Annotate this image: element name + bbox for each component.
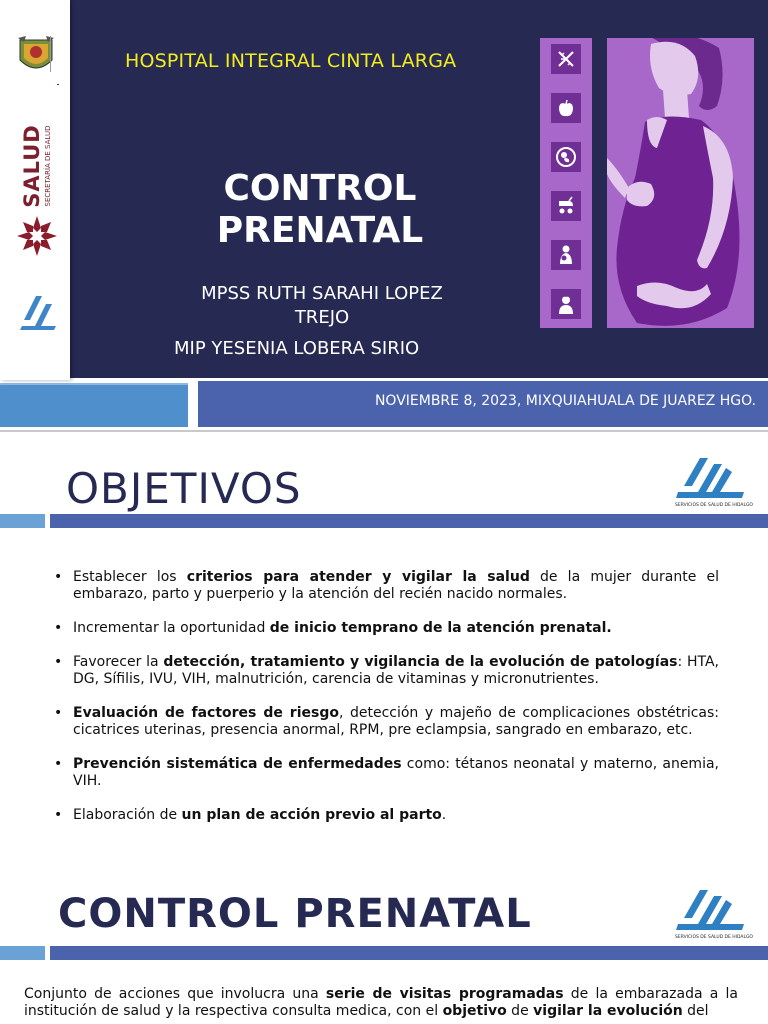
servicios-salud-hidalgo-icon	[20, 290, 60, 338]
servicios-salud-logo	[672, 884, 756, 940]
svg-text:SERVICIOS DE SALUD DE HIDALGO: SERVICIOS DE SALUD DE HIDALGO	[675, 503, 753, 508]
accent-bar-left	[0, 383, 188, 427]
servicios-salud-hidalgo-icon	[672, 452, 756, 508]
salud-logo	[14, 118, 58, 218]
star-flower-icon	[15, 214, 59, 258]
objectives-list	[52, 569, 719, 841]
svg-text:SERVICIOS DE SALUD DE HIDALGO: SERVICIOS DE SALUD DE HIDALGO	[675, 935, 753, 940]
stroller-icon	[551, 191, 581, 221]
presentation-title: CONTROL PRENATAL	[216, 168, 424, 251]
logo-divider	[50, 36, 51, 72]
logo-sidebar	[0, 0, 70, 380]
apple-icon	[551, 93, 581, 123]
title-slide	[0, 0, 768, 432]
accent-bar-left	[0, 946, 45, 960]
accent-bar-right	[50, 946, 768, 960]
list-item: • Prevención sistemática de enfermedades como: tétanos neonatal y materno, anemia, VIH.	[52, 756, 719, 790]
servicios-salud-hidalgo-icon	[672, 884, 756, 940]
slide-title: OBJETIVOS	[66, 464, 302, 513]
objectives-slide	[0, 434, 768, 864]
author-secondary: MIP YESENIA LOBERA SIRIO	[174, 338, 420, 359]
list-item: • Incrementar la oportunidad de inicio temprano de la atención prenatal.	[52, 620, 719, 637]
hospital-name: HOSPITAL INTEGRAL CINTA LARGA	[125, 50, 457, 72]
slide-separator	[0, 430, 768, 432]
breastfeeding-icon	[551, 240, 581, 270]
list-item: • Establecer los criterios para atender y vigilar la salud de la mujer durante el embarazo, parto y puerperio y la atención del recién nacido normales.	[52, 569, 719, 603]
fetus-icon	[551, 142, 581, 172]
divider-line	[57, 84, 59, 85]
state-coat-of-arms-icon	[14, 34, 58, 76]
icon-column	[540, 38, 592, 328]
dna-icon	[551, 44, 581, 74]
list-item: • Elaboración de un plan de acción previo al parto.	[52, 807, 719, 824]
pregnant-woman-illustration	[607, 38, 754, 328]
list-item: • Favorecer la detección, tratamiento y vigilancia de la evolución de patologías: HTA, DG, Sífilis, IVU, VIH, malnutrición, carencia de vitaminas y micronutrientes.	[52, 654, 719, 688]
definition-slide	[0, 864, 768, 1024]
slide-title: CONTROL PRENATAL	[58, 891, 532, 937]
definition-paragraph: Conjunto de acciones que involucra una serie de visitas programadas de la embarazada a la institución de salud y la respectiva consulta medica, con el objetivo de vigilar la evolución del	[24, 986, 739, 1019]
list-item: • Evaluación de factores de riesgo, detección y majeño de complicaciones obstétricas: cicatrices uterinas, presencia anormal, RPM, pre eclampsia, sangrado en embarazo, etc.	[52, 705, 719, 739]
doctor-icon	[551, 289, 581, 319]
salud-logo-text: SALUD	[20, 124, 44, 208]
salud-logo-subtext: SECRETARÍA DE SALUD	[44, 125, 52, 207]
accent-bar-left	[0, 514, 45, 528]
accent-bar-right	[50, 514, 768, 528]
date-location: NOVIEMBRE 8, 2023, MIXQUIAHUALA DE JUAREZ HGO.	[374, 393, 756, 409]
author-primary: MPSS RUTH SARAHI LOPEZ TREJO	[201, 283, 443, 328]
servicios-salud-logo	[672, 452, 756, 508]
date-bar	[198, 381, 768, 427]
